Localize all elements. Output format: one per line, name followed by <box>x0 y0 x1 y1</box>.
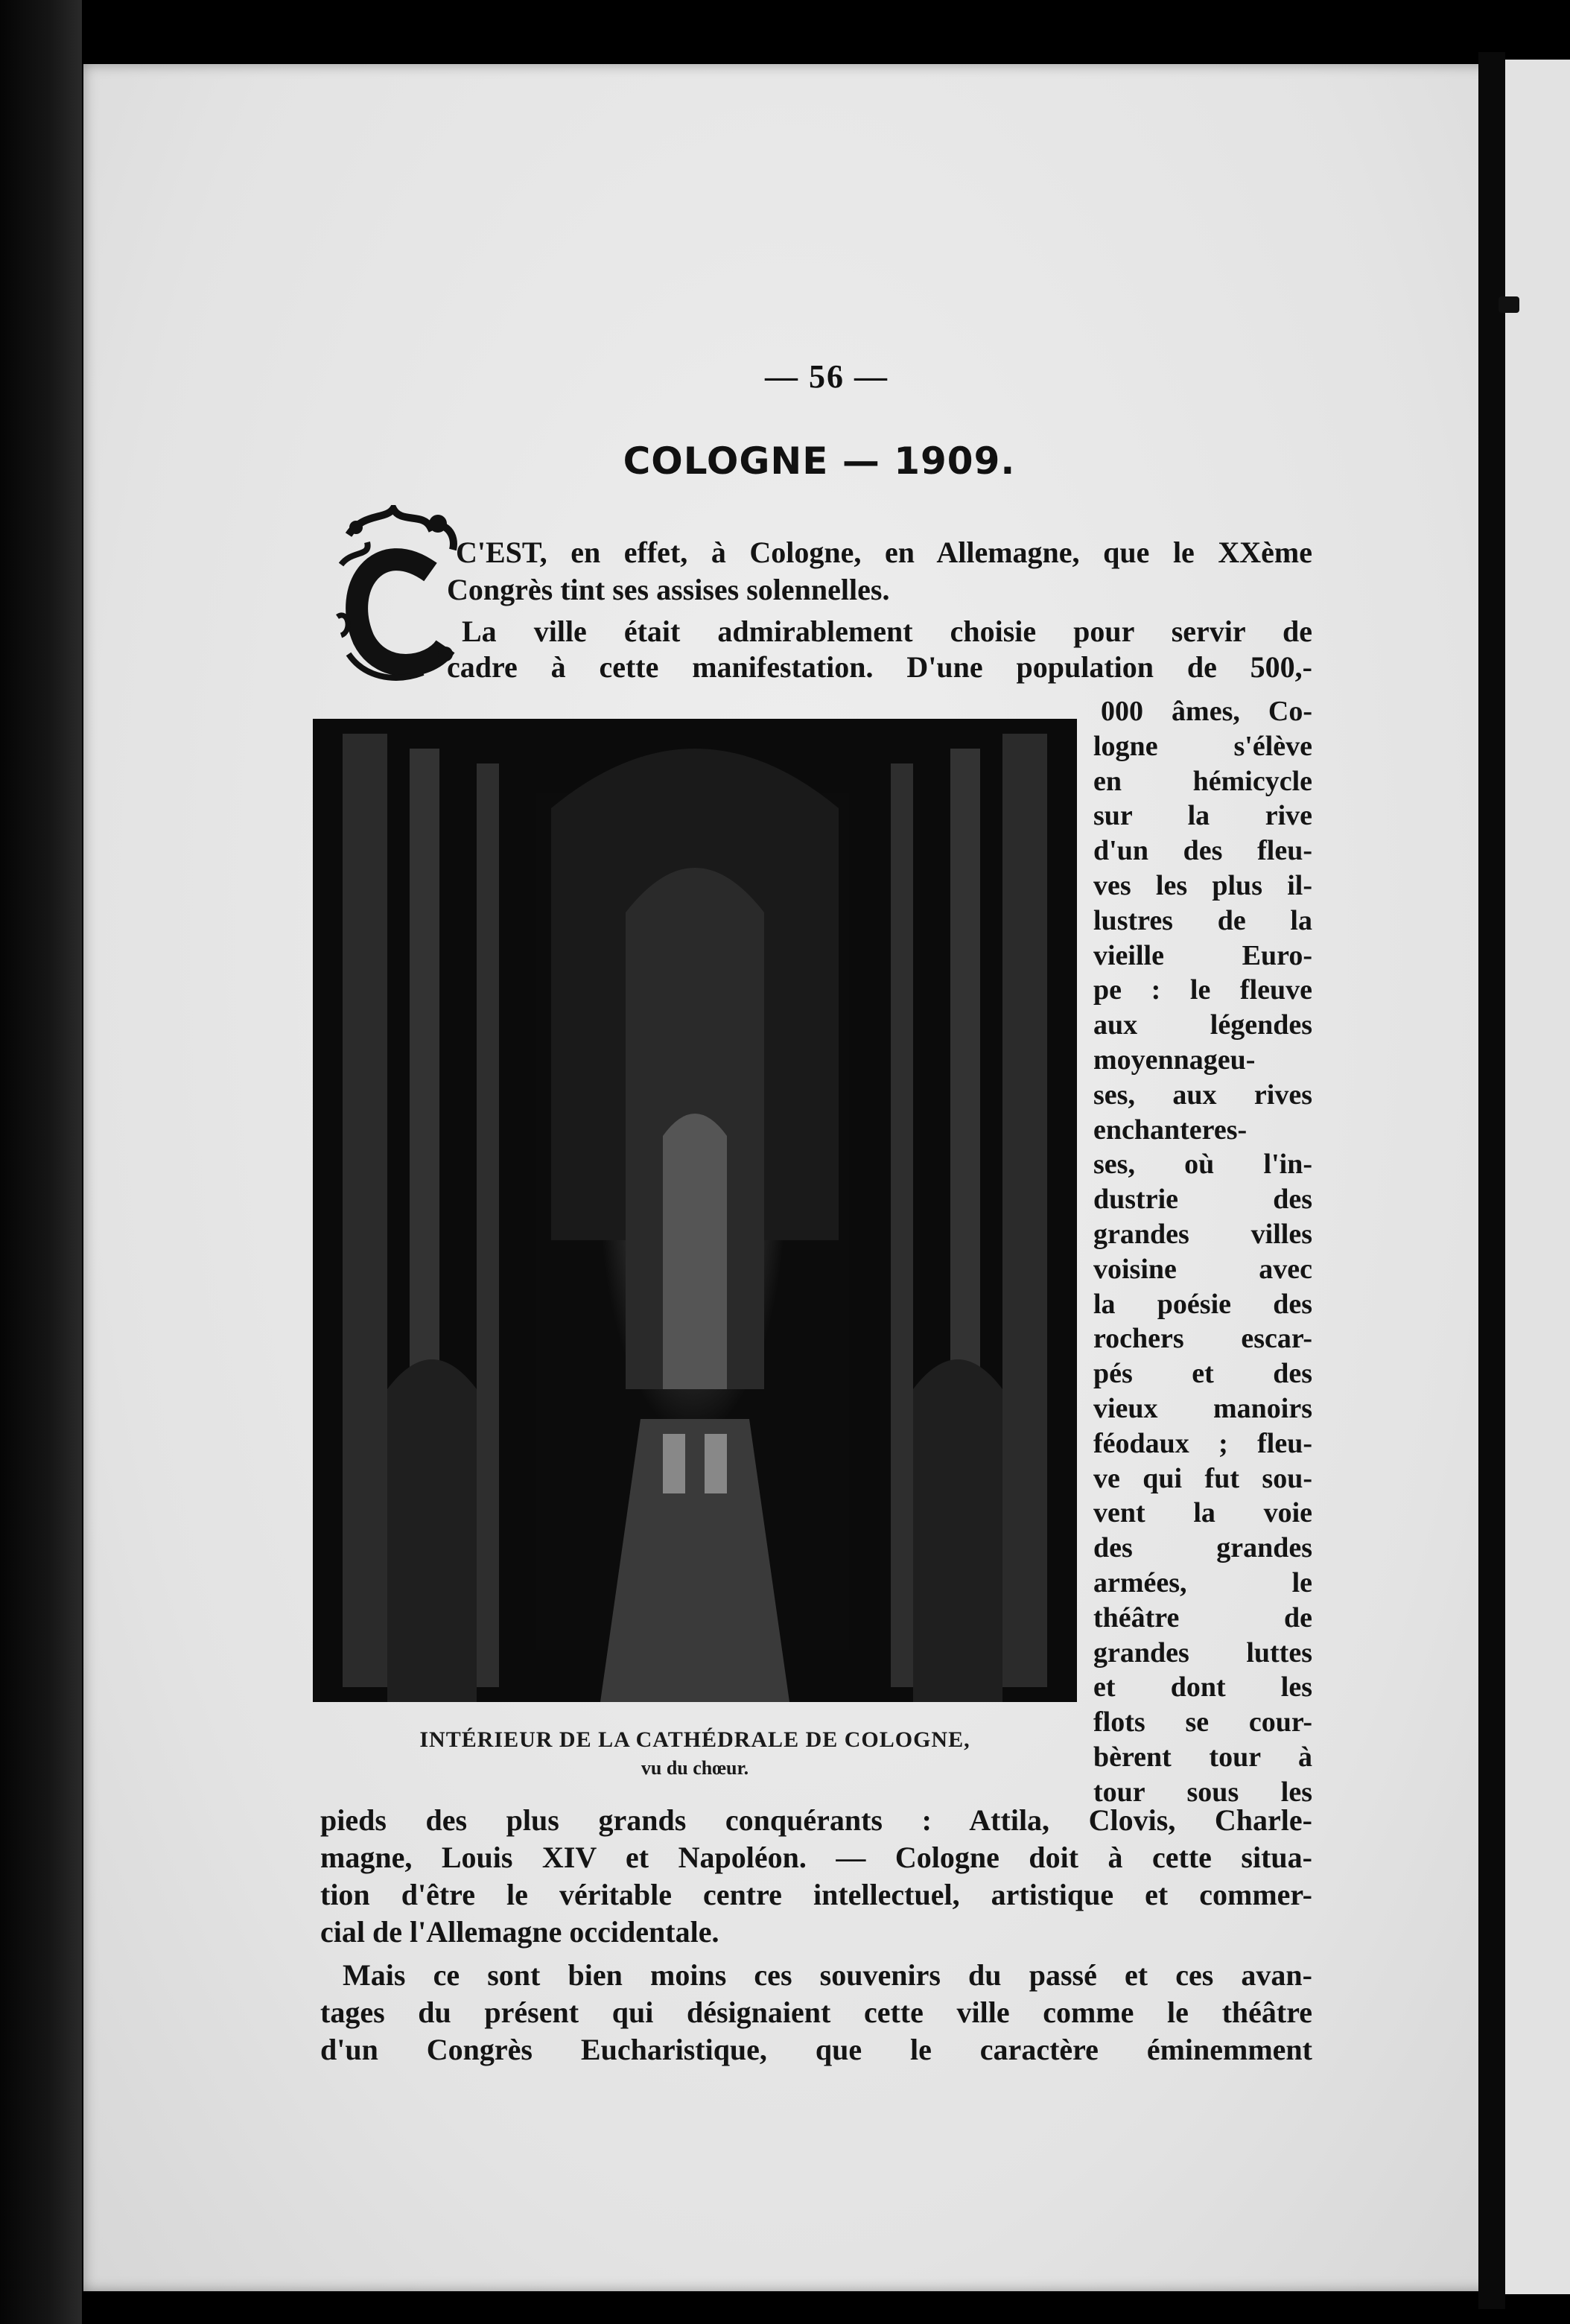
column-line: des grandes <box>1093 1532 1312 1564</box>
column-line: dustrie des <box>1093 1184 1312 1216</box>
body-line: tages du présent qui désignaient cette ville comme le théâtre <box>320 1996 1312 2029</box>
column-line: vieille Euro- <box>1093 939 1312 971</box>
column-line: la poésie des <box>1093 1288 1312 1320</box>
column-line: vent la voie <box>1093 1497 1312 1529</box>
column-line: bèrent tour à <box>1093 1742 1312 1773</box>
column-line: 000 âmes, Co- <box>1101 696 1312 727</box>
caption-subtitle: vu du chœur. <box>641 1757 749 1779</box>
column-line: vieux manoirs <box>1093 1393 1312 1424</box>
column-line: rochers escar- <box>1093 1323 1312 1355</box>
facing-page-edge <box>1505 60 1570 2294</box>
intro-line: La ville était admirablement choisie pour servir de <box>462 615 1312 648</box>
intro-line: cadre à cette manifestation. D'une population de 500,- <box>447 650 1312 684</box>
ornamental-dropcap-c-icon <box>334 505 464 684</box>
column-line: ses, où l'in- <box>1093 1149 1312 1181</box>
binding-mark <box>1499 296 1519 313</box>
caption-title: INTÉRIEUR DE LA CATHÉDRALE DE COLOGNE, <box>419 1727 970 1752</box>
book-gutter <box>1478 52 1505 2309</box>
scan-left-edge <box>0 0 82 2324</box>
column-line: voisine avec <box>1093 1253 1312 1285</box>
body-line: tion d'être le véritable centre intellectuel, artistique et commer- <box>320 1878 1312 1911</box>
column-line: sur la rive <box>1093 800 1312 832</box>
column-line: enchanteres- <box>1093 1114 1248 1146</box>
intro-line: Congrès tint ses assises solennelles. <box>447 573 890 606</box>
column-line: grandes luttes <box>1093 1636 1312 1669</box>
column-line: aux légendes <box>1093 1009 1312 1041</box>
column-line: armées, le <box>1093 1567 1312 1598</box>
column-line: moyennageu- <box>1093 1044 1256 1076</box>
column-line: ves les plus il- <box>1093 870 1312 901</box>
column-line: grandes villes <box>1093 1219 1312 1250</box>
body-line: Mais ce sont bien moins ces souvenirs du passé et ces avan- <box>343 1958 1312 1992</box>
column-line: flots se cour- <box>1093 1707 1312 1739</box>
column-line: lustres de la <box>1093 904 1312 936</box>
column-line: logne s'élève <box>1093 730 1312 762</box>
column-line: pe : le fleuve <box>1093 974 1312 1006</box>
body-line: magne, Louis XIV et Napoléon. — Cologne doit à cette situa- <box>320 1841 1312 1874</box>
column-line: et dont les <box>1093 1671 1312 1704</box>
column-line: féodaux ; fleu- <box>1093 1427 1312 1459</box>
column-line: ses, aux rives <box>1093 1079 1312 1111</box>
figure-caption <box>313 1725 1077 1782</box>
column-line: théâtre de <box>1093 1601 1312 1634</box>
column-line: en hémicycle <box>1093 765 1312 797</box>
body-line: pieds des plus grands conquérants : Attila, Clovis, Charle- <box>320 1803 1312 1837</box>
column-line: tour sous les <box>1093 1776 1312 1808</box>
body-line: d'un Congrès Eucharistique, que le caractère éminemment <box>320 2033 1312 2066</box>
column-line: d'un des fleu- <box>1093 835 1312 867</box>
page-title: COLOGNE — 1909. <box>623 439 1016 483</box>
page-number: — 56 — <box>765 358 889 395</box>
column-line: ve qui fut sou- <box>1093 1462 1312 1494</box>
intro-line: C'EST, en effet, à Cologne, en Allemagne, que le XXème <box>456 536 1312 569</box>
body-line: cial de l'Allemagne occidentale. <box>320 1915 719 1949</box>
column-line: pés et des <box>1093 1358 1312 1390</box>
cathedral-interior-photo <box>313 719 1077 1702</box>
